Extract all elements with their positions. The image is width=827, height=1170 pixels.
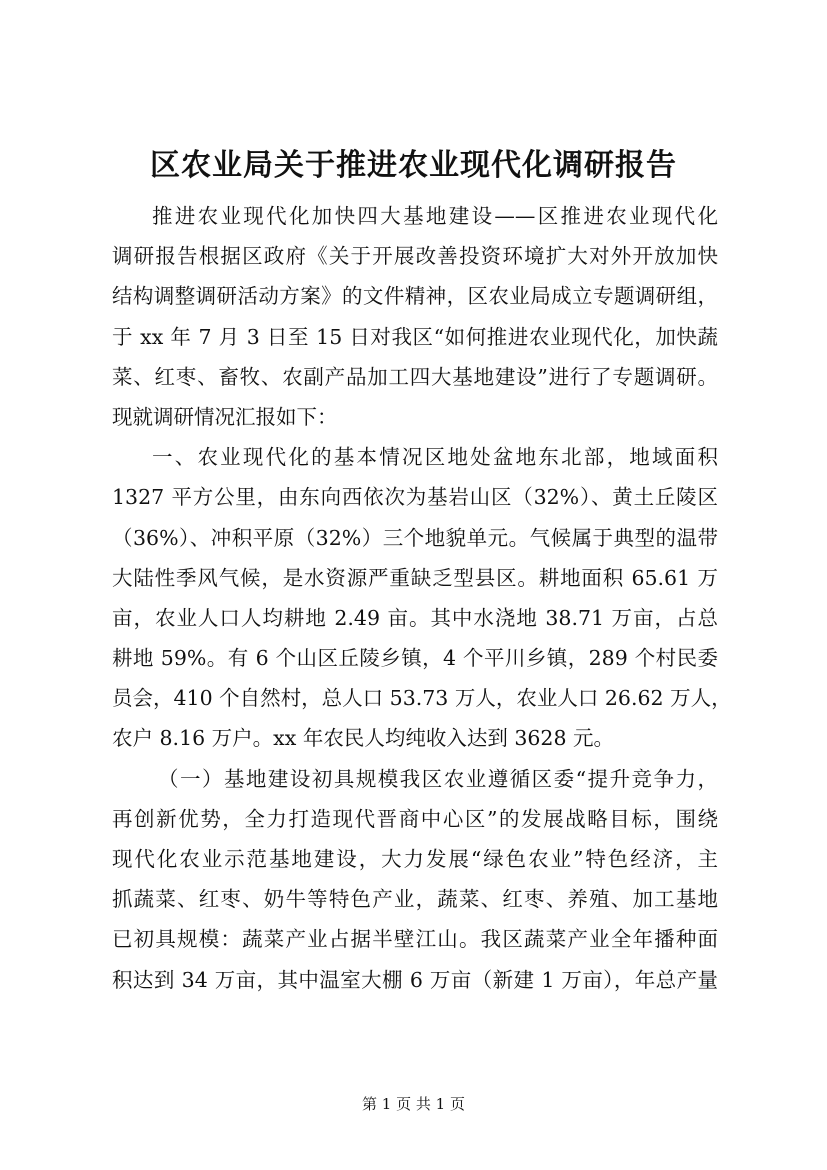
paragraph-3-line: （一）基地建设初具规模我区农业遵循区委“提升竞争力， <box>158 766 718 791</box>
paragraph-3-line: 再创新优势，全力打造现代晋商中心区”的发展战略目标，围绕 <box>112 806 718 831</box>
paragraph-2-line: （36%）、冲积平原（32%）三个地貌单元。气候属于典型的温带 <box>112 525 718 550</box>
paragraph-1-line: 现就调研情况汇报如下： <box>112 404 338 429</box>
paragraph-2-line: 员会，410 个自然村，总人口 53.73 万人，农业人口 26.62 万人， <box>112 686 732 711</box>
paragraph-3-line: 现代化农业示范基地建设，大力发展“绿色农业”特色经济，主 <box>112 847 718 871</box>
paragraph-2-line: 1327 平方公里，由东向西依次为基岩山区（32%）、黄土丘陵区 <box>112 485 718 510</box>
paragraph-1-line: 菜、红枣、畜牧、农副产品加工四大基地建设”进行了专题调研。 <box>112 364 718 389</box>
paragraph-1-line: 推进农业现代化加快四大基地建设——区推进农业现代化 <box>152 204 718 228</box>
page-footer: 第 1 页 共 1 页 <box>362 1095 465 1113</box>
document-title: 区农业局关于推进农业现代化调研报告 <box>150 148 677 183</box>
paragraph-2-line: 大陆性季风气候，是水资源严重缺乏型县区。耕地面积 65.61 万 <box>112 565 718 590</box>
paragraph-3-line: 抓蔬菜、红枣、奶牛等特色产业，蔬菜、红枣、养殖、加工基地 <box>112 887 718 912</box>
document-body <box>112 196 732 1000</box>
paragraph-2-line: 一、农业现代化的基本情况区地处盆地东北部，地域面积 <box>152 445 718 470</box>
paragraph-3-line: 已初具规模：蔬菜产业占据半壁江山。我区蔬菜产业全年播种面 <box>112 927 718 952</box>
paragraph-2-line: 耕地 59%。有 6 个山区丘陵乡镇，4 个平川乡镇，289 个村民委 <box>112 646 718 671</box>
paragraph-2-line: 农户 8.16 万户。xx 年农民人均纯收入达到 3628 元。 <box>112 726 615 751</box>
paragraph-1-line: 调研报告根据区政府《关于开展改善投资环境扩大对外开放加快 <box>112 244 718 269</box>
paragraph-1-line: 于 xx 年 7 月 3 日至 15 日对我区“如何推进农业现代化，加快蔬 <box>112 324 718 349</box>
paragraph-1-line: 结构调整调研活动方案》的文件精神，区农业局成立专题调研组， <box>112 284 718 309</box>
paragraph-2-line: 亩，农业人口人均耕地 2.49 亩。其中水浇地 38.71 万亩，占总 <box>112 605 718 630</box>
paragraph-3-line: 积达到 34 万亩，其中温室大棚 6 万亩（新建 1 万亩），年总产量 <box>112 967 718 992</box>
